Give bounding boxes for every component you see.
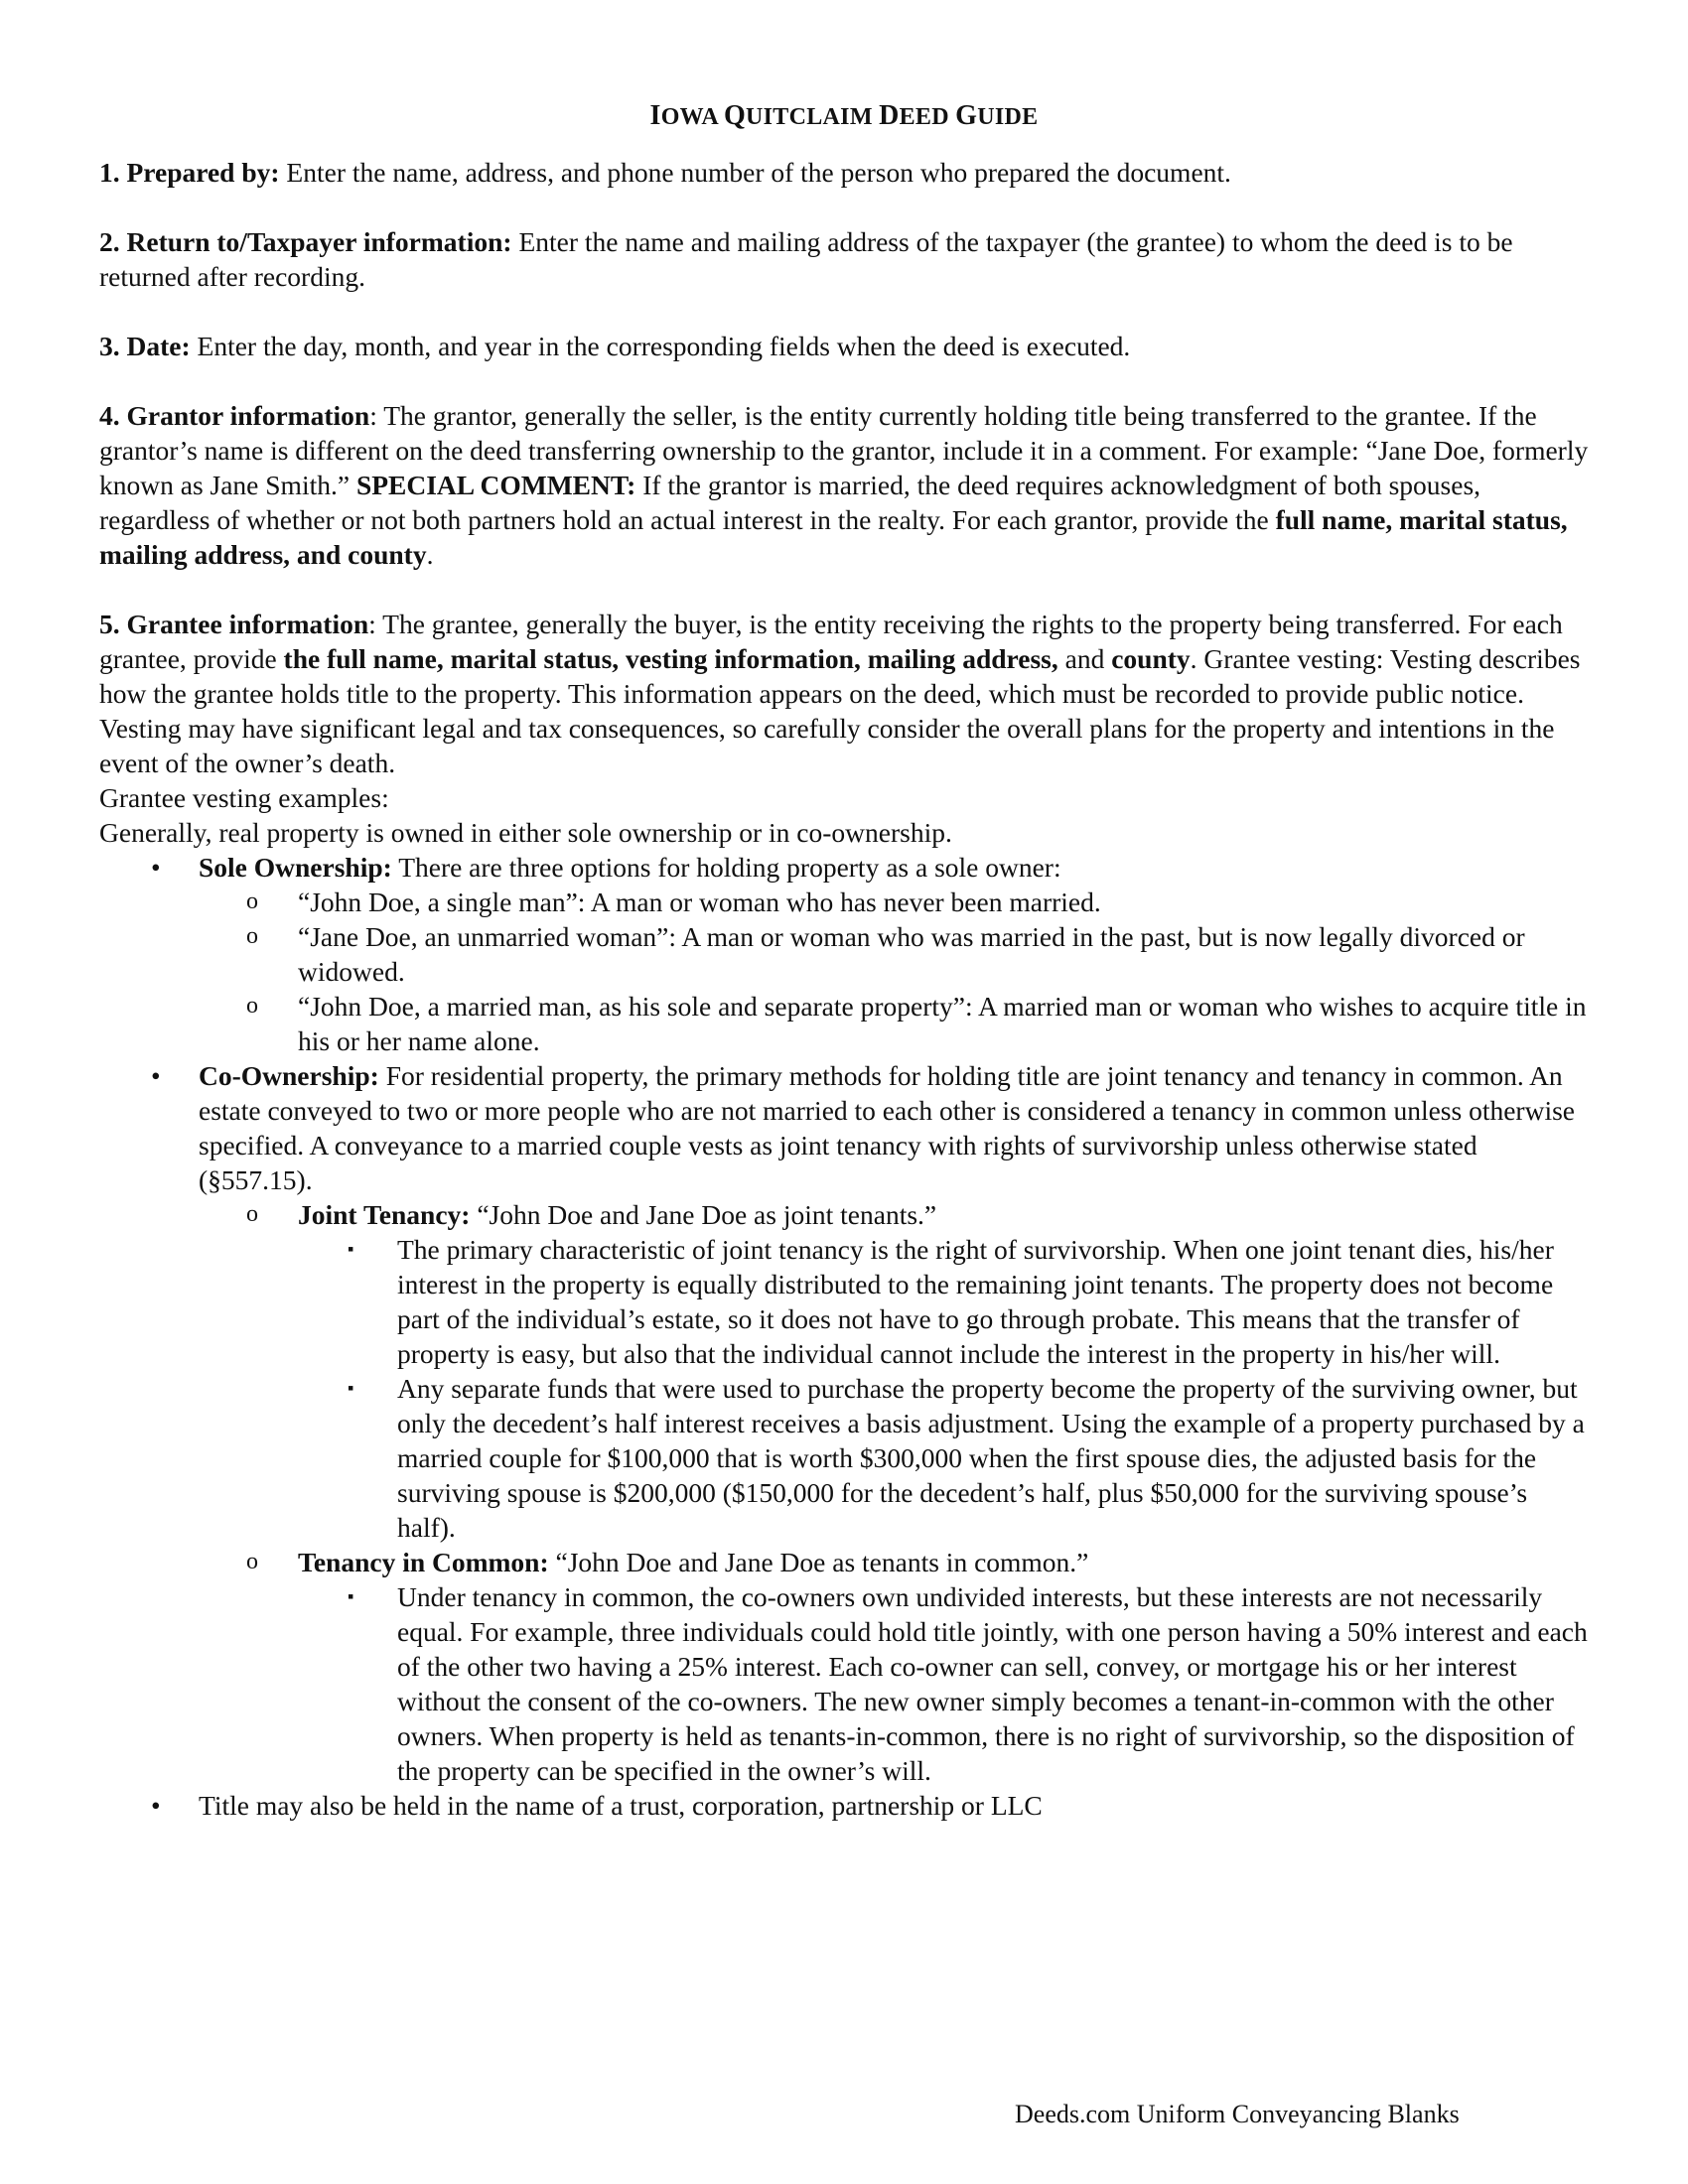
section-text: : The grantee, generally the buyer, is the entity receiving the rights to the property being transferred. For each grantee, provide	[99, 609, 1563, 674]
section-grantee	[99, 607, 1589, 780]
bullet-icon: •	[151, 1060, 161, 1091]
list-item	[99, 1579, 1589, 1788]
list-item	[99, 1232, 1589, 1371]
title-part: I	[649, 100, 661, 131]
section-label: 2. Return to/Taxpayer information:	[99, 226, 512, 257]
list-item-text: There are three options for holding property as a sole owner:	[391, 852, 1061, 883]
document-content	[99, 98, 1589, 1823]
section-text: Enter the name and mailing address of the taxpayer (the grantee) to whom the deed is to be returned after recording.	[99, 226, 1513, 292]
list-item-text: Title may also be held in the name of a trust, corporation, partnership or LLC	[199, 1790, 1043, 1821]
section-label: 5. Grantee information	[99, 609, 369, 639]
bullet-icon: o	[246, 888, 258, 914]
vesting-intro: Generally, real property is owned in either sole ownership or in co-ownership.	[99, 817, 952, 848]
list-item-text: “Jane Doe, an unmarried woman”: A man or woman who was married in the past, but is now legally divorced or widowed.	[298, 921, 1525, 987]
title-part: EED	[899, 104, 956, 130]
bullet-icon: o	[246, 923, 258, 949]
list-item-text: The primary characteristic of joint tenancy is the right of survivorship. When one joint tenant dies, his/her interest in the property is equally distributed to the remaining joint tenants. The property does not become part of the individual’s estate, so it does not have to go through probate. This means that the transfer of property is easy, but also that the individual cannot include the interest in the property in his/her will.	[397, 1234, 1554, 1369]
list-item-text: “John Doe, a married man, as his sole and separate property”: A married man or woman who wishes to acquire title in his or her name alone.	[298, 991, 1587, 1056]
list-item	[99, 1371, 1589, 1545]
section-text: .	[426, 539, 434, 570]
vesting-list	[99, 850, 1589, 1823]
title-part: Q	[723, 100, 747, 131]
section-emphasis: full name, marital status, mailing address, and county	[99, 504, 1568, 570]
special-comment-label: SPECIAL COMMENT:	[355, 470, 636, 500]
square-bullet-icon: ▪	[348, 1239, 354, 1259]
list-item-label: Sole Ownership:	[199, 852, 392, 883]
bullet-icon: •	[151, 852, 161, 883]
section-emphasis: county	[1111, 643, 1191, 674]
list-item-text: Any separate funds that were used to purchase the property become the property of the surviving owner, but only the decedent’s half interest receives a basis adjustment. Using the example of a property purchased by a married couple for $100,000 that is worth $300,000 when the first spouse dies, the adjusted basis for the surviving spouse is $200,000 ($150,000 for the decedent’s half, plus $50,000 for the surviving spouse’s half).	[397, 1373, 1585, 1543]
list-item-text: Under tenancy in common, the co-owners own undivided interests, but these interests are not necessarily equal. For example, three individuals could hold title jointly, with one person having a 50% interest and each of the other two having a 25% interest. Each co-owner can sell, convey, or mortgage his or her interest without the consent of the co-owners. The new owner simply becomes a tenant-in-common with the other owners. When property is held as tenants-in-common, there is no right of survivorship, so the disposition of the property can be specified in the owner’s will.	[397, 1581, 1588, 1786]
section-text: Enter the day, month, and year in the corresponding fields when the deed is executed.	[190, 331, 1131, 361]
bullet-icon: o	[246, 1201, 258, 1227]
bullet-icon: o	[246, 993, 258, 1019]
section-emphasis: the full name, marital status, vesting information, mailing address,	[283, 643, 1058, 674]
section-date	[99, 329, 1589, 363]
bullet-icon: o	[246, 1549, 258, 1574]
list-item	[99, 919, 1589, 989]
section-prepared-by	[99, 155, 1589, 190]
list-item-text: For residential property, the primary methods for holding title are joint tenancy and tenancy in common. An estate conveyed to two or more people who are not married to each other is considered a tenancy in common unless otherwise specified. A conveyance to a married couple vests as joint tenancy with rights of survivorship unless otherwise stated (§557.15).	[199, 1060, 1575, 1195]
list-item-text: “John Doe, a single man”: A man or woman who has never been married.	[298, 887, 1101, 917]
list-item-sole-ownership	[99, 850, 1589, 885]
section-label: 3. Date:	[99, 331, 191, 361]
title-part: UITCLAIM	[746, 104, 880, 130]
title-part: UIDE	[977, 104, 1039, 130]
section-return-to	[99, 224, 1589, 294]
list-item-label: Tenancy in Common:	[298, 1547, 549, 1577]
list-item-co-ownership	[99, 1058, 1589, 1197]
section-text: . Grantee vesting: Vesting describes how the grantee holds title to the property. This information appears on the deed, which must be recorded to provide public notice. Vesting may have significant legal and tax consequences, so carefully consider the overall plans for the property and intentions in the event of the owner’s death.	[99, 643, 1581, 778]
list-item-joint-tenancy	[99, 1197, 1589, 1232]
vesting-examples-heading: Grantee vesting examples:	[99, 782, 389, 813]
page-title	[99, 98, 1589, 135]
list-item-other-entities	[99, 1788, 1589, 1823]
title-part: OWA	[660, 104, 724, 130]
list-item-tenancy-in-common	[99, 1545, 1589, 1579]
section-label: 1. Prepared by:	[99, 157, 280, 188]
section-text: Enter the name, address, and phone number of the person who prepared the document.	[279, 157, 1231, 188]
section-text: If the grantor is married, the deed requires acknowledgment of both spouses, regardless of whether or not both partners hold an actual interest in the realty. For each grantor, provide the	[99, 470, 1481, 535]
section-text: and	[1057, 643, 1112, 674]
square-bullet-icon: ▪	[348, 1378, 354, 1398]
bullet-icon: •	[151, 1790, 161, 1821]
footer-text: Deeds.com Uniform Conveyancing Blanks	[1015, 2100, 1460, 2128]
square-bullet-icon: ▪	[348, 1586, 354, 1606]
list-item	[99, 989, 1589, 1058]
list-item-label: Joint Tenancy:	[298, 1199, 471, 1230]
title-part: G	[955, 100, 978, 131]
section-text: : The grantor, generally the seller, is the entity currently holding title being transferred to the grantee. If the grantor’s name is different on the deed transferring ownership to the grantor, include it in a comment. For example: “Jane Doe, formerly known as Jane Smith.”	[99, 400, 1589, 500]
list-item	[99, 885, 1589, 919]
section-label: 4. Grantor information	[99, 400, 370, 431]
list-item-text: “John Doe and Jane Doe as tenants in common.”	[548, 1547, 1089, 1577]
title-part: D	[879, 100, 900, 131]
list-item-text: “John Doe and Jane Doe as joint tenants.”	[470, 1199, 937, 1230]
section-grantor	[99, 398, 1589, 572]
list-item-label: Co-Ownership:	[199, 1060, 379, 1091]
